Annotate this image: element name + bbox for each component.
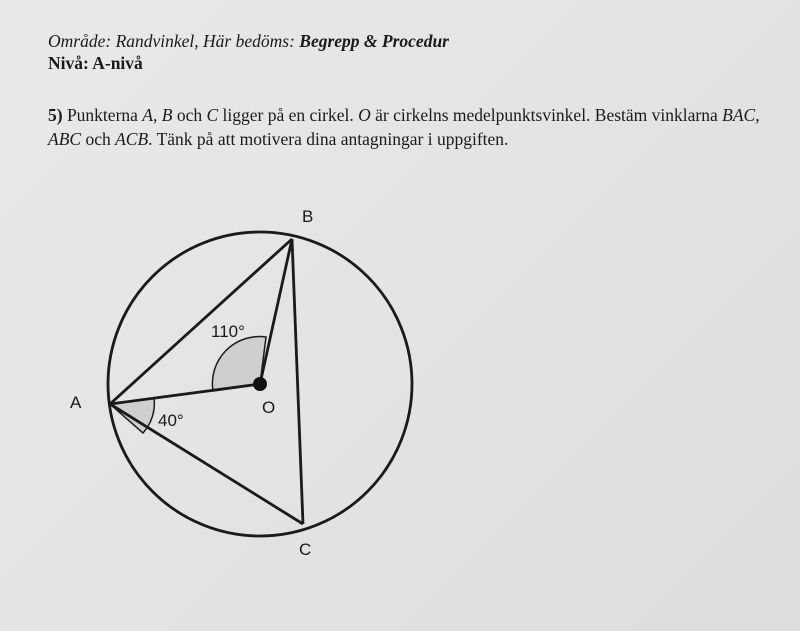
label-C: C	[299, 540, 312, 559]
angle-label-110: 110°	[211, 322, 245, 341]
label-O: O	[262, 398, 276, 417]
judged-value: Begrepp & Procedur	[299, 31, 449, 51]
segment-OB	[260, 239, 292, 384]
angle-ref-ABC: ABC	[48, 129, 82, 149]
question-text-6: ,	[755, 105, 760, 125]
area-value: Randvinkel,	[115, 31, 199, 51]
question-text-2: ,	[153, 105, 158, 125]
point-ref-O: O	[358, 105, 371, 125]
question-text-5: är cirkelns medelpunktsvinkel. Bestäm vinklarna	[375, 105, 718, 125]
question-text-1: Punkterna	[66, 105, 138, 125]
question-text-7: och	[85, 129, 111, 149]
question-number: 5)	[48, 105, 63, 125]
label-B: B	[302, 207, 314, 226]
label-A: A	[70, 393, 82, 412]
question-text-8: . Tänk på att motivera dina antagningar i uppgiften.	[148, 129, 509, 149]
point-ref-A: A	[142, 105, 153, 125]
angle-ref-ACB: ACB	[115, 129, 149, 149]
judged-label: Här bedöms:	[203, 31, 295, 51]
point-ref-B: B	[161, 105, 173, 125]
question-text-3: och	[176, 105, 203, 125]
segment-AC	[110, 404, 303, 524]
point-ref-C: C	[206, 105, 219, 125]
question-text-4: ligger på en cirkel.	[222, 105, 354, 125]
angle-ref-BAC: BAC	[722, 105, 756, 125]
center-point-O	[253, 377, 267, 391]
area-label: Område:	[48, 31, 112, 51]
segment-AO	[110, 384, 260, 404]
level-line: Nivå: A-nivå	[48, 53, 143, 73]
segment-BC	[292, 239, 303, 524]
angle-label-40: 40°	[158, 411, 184, 430]
